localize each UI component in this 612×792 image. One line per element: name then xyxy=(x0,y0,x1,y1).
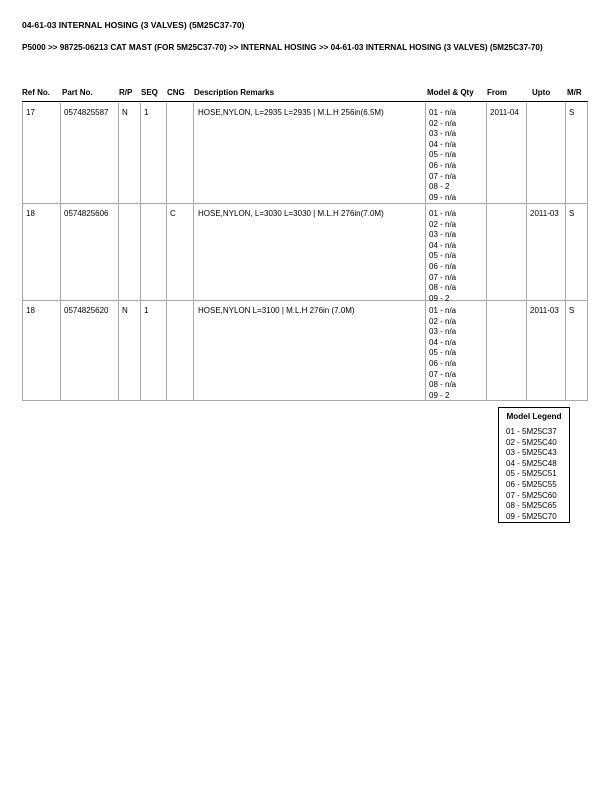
cell-rp: N xyxy=(122,306,128,315)
cell-description: HOSE,NYLON, L=3030 L=3030 | M.L.H 276in(7.0M) xyxy=(198,209,384,218)
col-from: From xyxy=(487,88,507,97)
cell-seq: 1 xyxy=(144,306,149,315)
col-upto: Upto xyxy=(532,88,551,97)
cell-model-qty: 01 - n/a 02 - n/a 03 - n/a 04 - n/a 05 - n/a 06 - n/a 07 - n/a 08 - n/a 09 - 2 xyxy=(429,306,457,400)
legend-item: 09 - 5M25C70 xyxy=(506,511,557,521)
legend-item: 07 - 5M25C60 xyxy=(506,490,557,500)
col-cng: CNG xyxy=(167,88,185,97)
cell-mr: S xyxy=(569,108,575,117)
cell-rp: N xyxy=(122,108,128,117)
cell-description: HOSE,NYLON, L=2935 L=2935 | M.L.H 256in(6.5M) xyxy=(198,108,384,117)
cell-mr: S xyxy=(569,306,575,315)
legend-item: 06 - 5M25C55 xyxy=(506,479,557,489)
table-row xyxy=(22,103,588,204)
col-model-qty: Model & Qty xyxy=(427,88,474,97)
cell-ref-no: 17 xyxy=(26,108,35,117)
col-mr: M/R xyxy=(567,88,582,97)
table-header xyxy=(22,88,588,102)
model-legend xyxy=(498,407,570,523)
cell-model-qty: 01 - n/a 02 - n/a 03 - n/a 04 - n/a 05 - n/a 06 - n/a 07 - n/a 08 - n/a 09 - 2 xyxy=(429,209,457,303)
cell-mr: S xyxy=(569,209,575,218)
cell-part-no: 0574825620 xyxy=(64,306,109,315)
cell-description: HOSE,NYLON L=3100 | M.L.H 276in (7.0M) xyxy=(198,306,355,315)
col-rp: R/P xyxy=(119,88,133,97)
cell-ref-no: 18 xyxy=(26,306,35,315)
table-row xyxy=(22,204,588,301)
legend-item: 02 - 5M25C40 xyxy=(506,437,557,447)
cell-from: 2011-04 xyxy=(490,108,519,117)
model-legend-title: Model Legend xyxy=(506,412,562,421)
cell-upto: 2011-03 xyxy=(530,306,559,315)
col-seq: SEQ xyxy=(141,88,158,97)
col-ref-no: Ref No. xyxy=(22,88,50,97)
cell-part-no: 0574825606 xyxy=(64,209,109,218)
page-title: 04-61-03 INTERNAL HOSING (3 VALVES) (5M25C37-70) xyxy=(22,20,245,30)
table-row xyxy=(22,301,588,401)
cell-part-no: 0574825587 xyxy=(64,108,109,117)
legend-item: 08 - 5M25C65 xyxy=(506,501,557,511)
col-description: Description Remarks xyxy=(194,88,275,97)
breadcrumb: P5000 >> 98725-06213 CAT MAST (FOR 5M25C37-70) >> INTERNAL HOSING >> 04-61-03 INTERNAL HOSING (3 VALVES) (5M25C37-70) xyxy=(22,43,543,52)
cell-seq: 1 xyxy=(144,108,149,117)
model-legend-items xyxy=(506,427,557,522)
cell-cng: C xyxy=(170,209,176,218)
legend-item: 03 - 5M25C43 xyxy=(506,448,557,458)
legend-item: 05 - 5M25C51 xyxy=(506,469,557,479)
legend-item: 04 - 5M25C48 xyxy=(506,458,557,468)
legend-item: 01 - 5M25C37 xyxy=(506,427,557,436)
cell-model-qty: 01 - n/a 02 - n/a 03 - n/a 04 - n/a 05 - n/a 06 - n/a 07 - n/a 08 - 2 09 - n/a xyxy=(429,108,457,202)
col-part-no: Part No. xyxy=(62,88,93,97)
cell-ref-no: 18 xyxy=(26,209,35,218)
cell-upto: 2011-03 xyxy=(530,209,559,218)
